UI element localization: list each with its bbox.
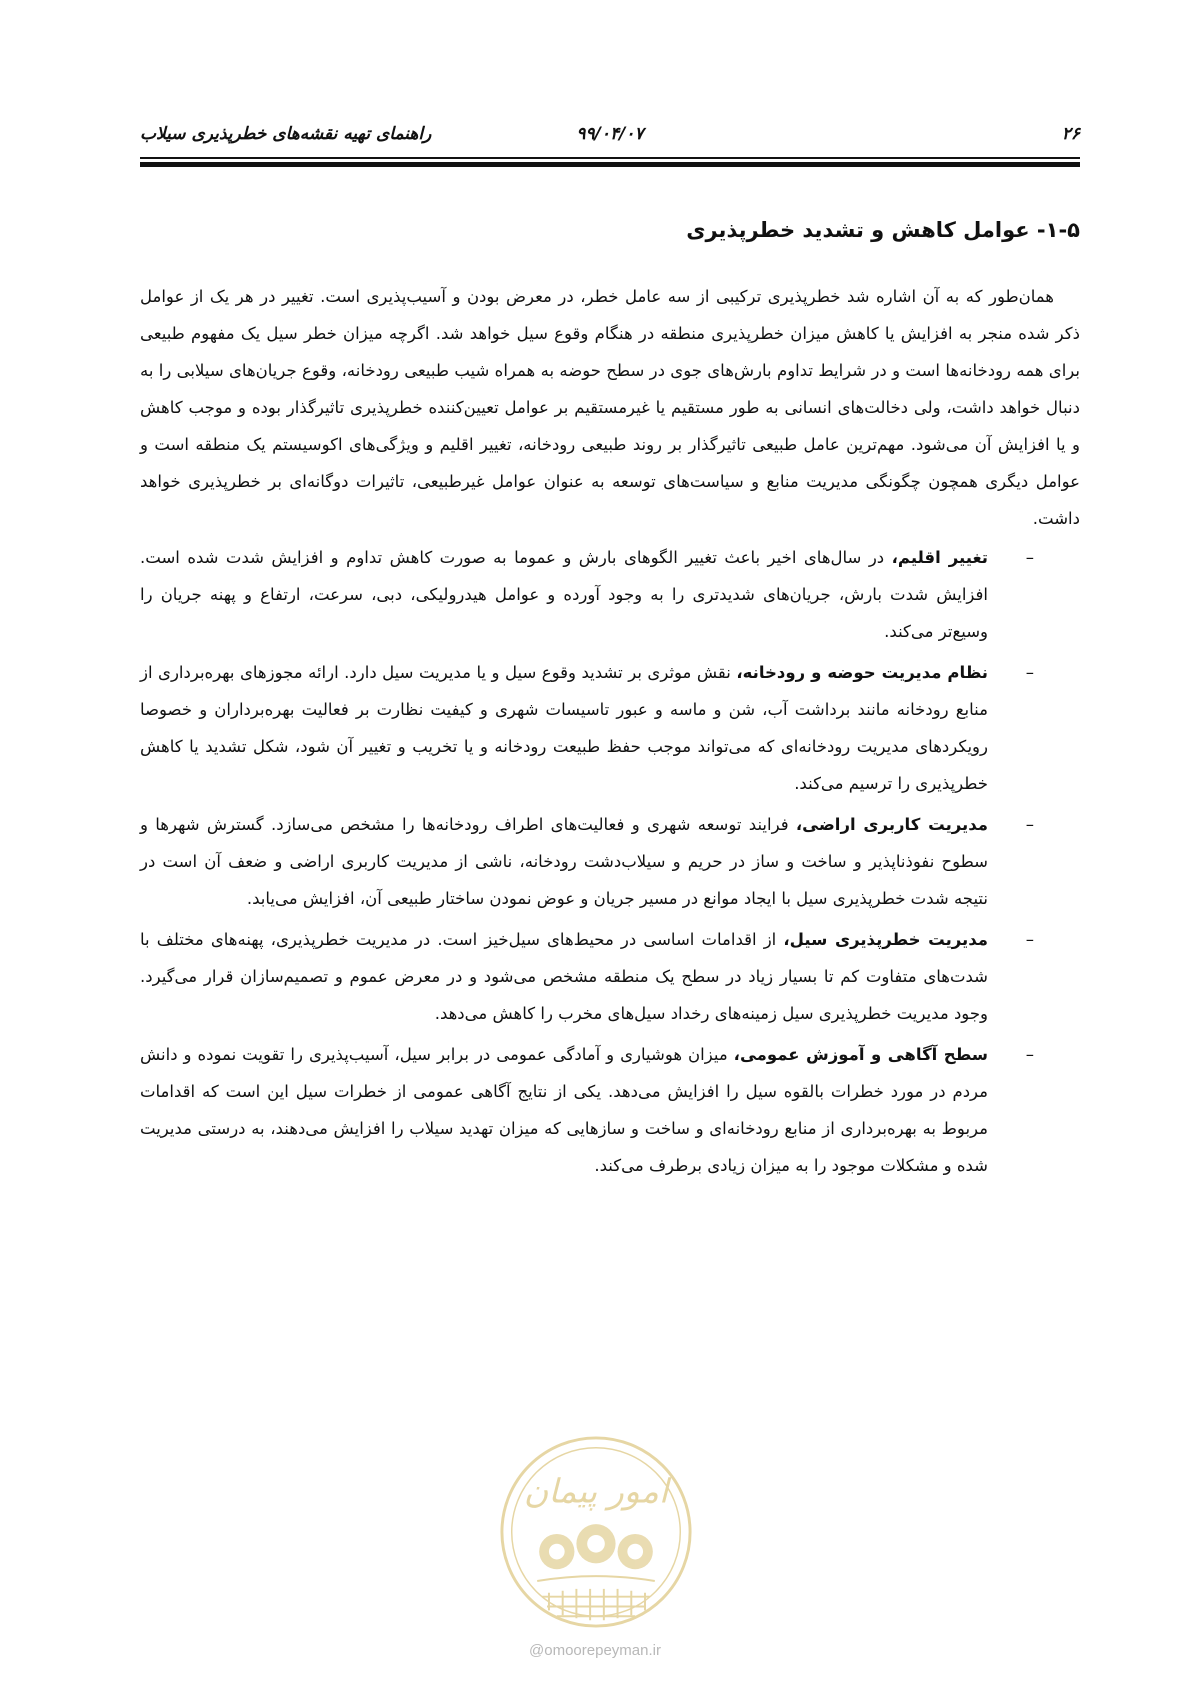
intro-paragraph: همان‌طور که به آن اشاره شد خطرپذیری ترکیبی از سه عامل خطر، در معرض بودن و آسیب‌پذیری است. تغییر در هر یک از عوامل ذکر شده منجر به افزایش یا کاهش میزان خطرپذیری منطقه در هنگام وقوع سیل خواهد شد. اگرچه میزان خطر سیل یک مفهوم طبیعی برای همه رودخانه‌ها است و در شرایط تداوم بارش‌های جوی در سطح حوضه به همراه شیب طبیعی رودخانه، وقوع جریان‌های سیلابی را به دنبال خواهد داشت، ولی دخالت‌های انسانی به طور مستقیم یا غیرمستقیم بر عوامل تعیین‌کننده خطرپذیری تاثیرگذار بوده و موجب کاهش و یا افزایش آن می‌شود. مهم‌ترین عامل طبیعی تاثیرگذار بر روند طبیعی رودخانه، تغییر اقلیم و ویژگی‌های اکوسیستم یک منطقه است و عوامل دیگری همچون چگونگی مدیریت منابع و سیاست‌های توسعه به عنوان عوامل غیرطبیعی، تاثیرات دوگانه‌ای بر خطرپذیری خواهد داشت.	[140, 287, 1080, 528]
bullet-item	[140, 1036, 1080, 1184]
bullet-list	[140, 539, 1080, 1184]
bullet-text: در سال‌های اخیر باعث تغییر الگوهای بارش و عموما به صورت کاهش تداوم و افزایش شدت شده است. افزایش شدت بارش، جریان‌های شدیدتری را به وجود آورده و عوامل هیدرولیکی، دبی، سرعت، ارتفاع و پهنه جریان را وسیع‌تر می‌کند.	[140, 548, 988, 641]
body-content	[140, 278, 1080, 1188]
header-rule-thin	[140, 157, 1080, 159]
page-number: ۲۶	[1061, 124, 1080, 144]
watermark-logo	[498, 1434, 694, 1630]
bullet-text: از اقدامات اساسی در محیط‌های سیل‌خیز است. در مدیریت خطرپذیری، پهنه‌های مختلف با شدت‌های متفاوت کم تا بسیار زیاد در سطح یک منطقه مشخص می‌شود و در معرض عموم و تصمیم‌سازان قرار می‌گیرد. وجود مدیریت خطرپذیری سیل زمینه‌های رخداد سیل‌های مخرب را کاهش می‌دهد.	[140, 930, 988, 1023]
bullet-term: نظام مدیریت حوضه و رودخانه،	[736, 663, 988, 682]
header-date: ۹۹/۰۴/۰۷	[576, 124, 644, 144]
bullet-item	[140, 921, 1080, 1032]
watermark-website: @omoorepeyman.ir	[529, 1642, 661, 1659]
bullet-dash: –	[1025, 663, 1034, 682]
bullet-dash: –	[1025, 548, 1034, 567]
bullet-text: فرایند توسعه شهری و فعالیت‌های اطراف رودخانه‌ها را مشخص می‌سازد. گسترش شهرها و سطوح نفوذناپذیر و ساخت و ساز در حریم و سیلاب‌دشت رودخانه، ناشی از مدیریت کاربری اراضی و ضعف آن است در نتیجه شدت خطرپذیری سیل با ایجاد موانع در مسیر جریان و عوض نمودن ساختار طبیعی آن، افزایش می‌یابد.	[140, 815, 988, 908]
bullet-dash: –	[1025, 930, 1034, 949]
bullet-text: نقش موثری بر تشدید وقوع سیل و یا مدیریت سیل دارد. ارائه مجوزهای بهره‌برداری از منابع رودخانه مانند برداشت آب، شن و ماسه و عبور تاسیسات شهری و کیفیت نظارت بر فعالیت بهره‌برداران و خصوصا رویکردهای مدیریت رودخانه‌ای که می‌تواند موجب حفظ طبیعت رودخانه و یا تخریب و تغییر آن شود، شکل تشدید یا کاهش خطرپذیری را ترسیم می‌کند.	[140, 663, 988, 793]
header-rule-thick	[140, 162, 1080, 167]
bullet-term: مدیریت کاربری اراضی،	[795, 815, 988, 834]
section-title: ۱-۵- عوامل کاهش و تشدید خطرپذیری	[686, 218, 1080, 242]
bullet-item	[140, 539, 1080, 650]
bullet-dash: –	[1025, 815, 1034, 834]
bullet-term: سطح آگاهی و آموزش عمومی،	[733, 1045, 988, 1064]
bullet-item	[140, 654, 1080, 802]
page-header	[140, 124, 1080, 154]
bullet-text: میزان هوشیاری و آمادگی عمومی در برابر سیل، آسیب‌پذیری را تقویت نموده و دانش مردم در مورد خطرات بالقوه سیل را افزایش می‌دهد. یکی از نتایج آگاهی عمومی از خطرات سیل این است که اقدامات مربوط به بهره‌برداری از منابع رودخانه‌ای و ساخت و سازهایی که میزان تهدید سیلاب را افزایش می‌دهند، به درستی مدیریت شده و مشکلات موجود را به میزان زیادی برطرف می‌کند.	[140, 1045, 988, 1175]
svg-text:امور پیمان: امور پیمان	[523, 1471, 669, 1511]
bullet-term: مدیریت خطرپذیری سیل،	[783, 930, 988, 949]
header-title: راهنمای تهیه نقشه‌های خطرپذیری سیلاب	[140, 124, 432, 144]
bullet-term: تغییر اقلیم،	[891, 548, 988, 567]
bullet-dash: –	[1025, 1045, 1034, 1064]
bullet-item	[140, 806, 1080, 917]
